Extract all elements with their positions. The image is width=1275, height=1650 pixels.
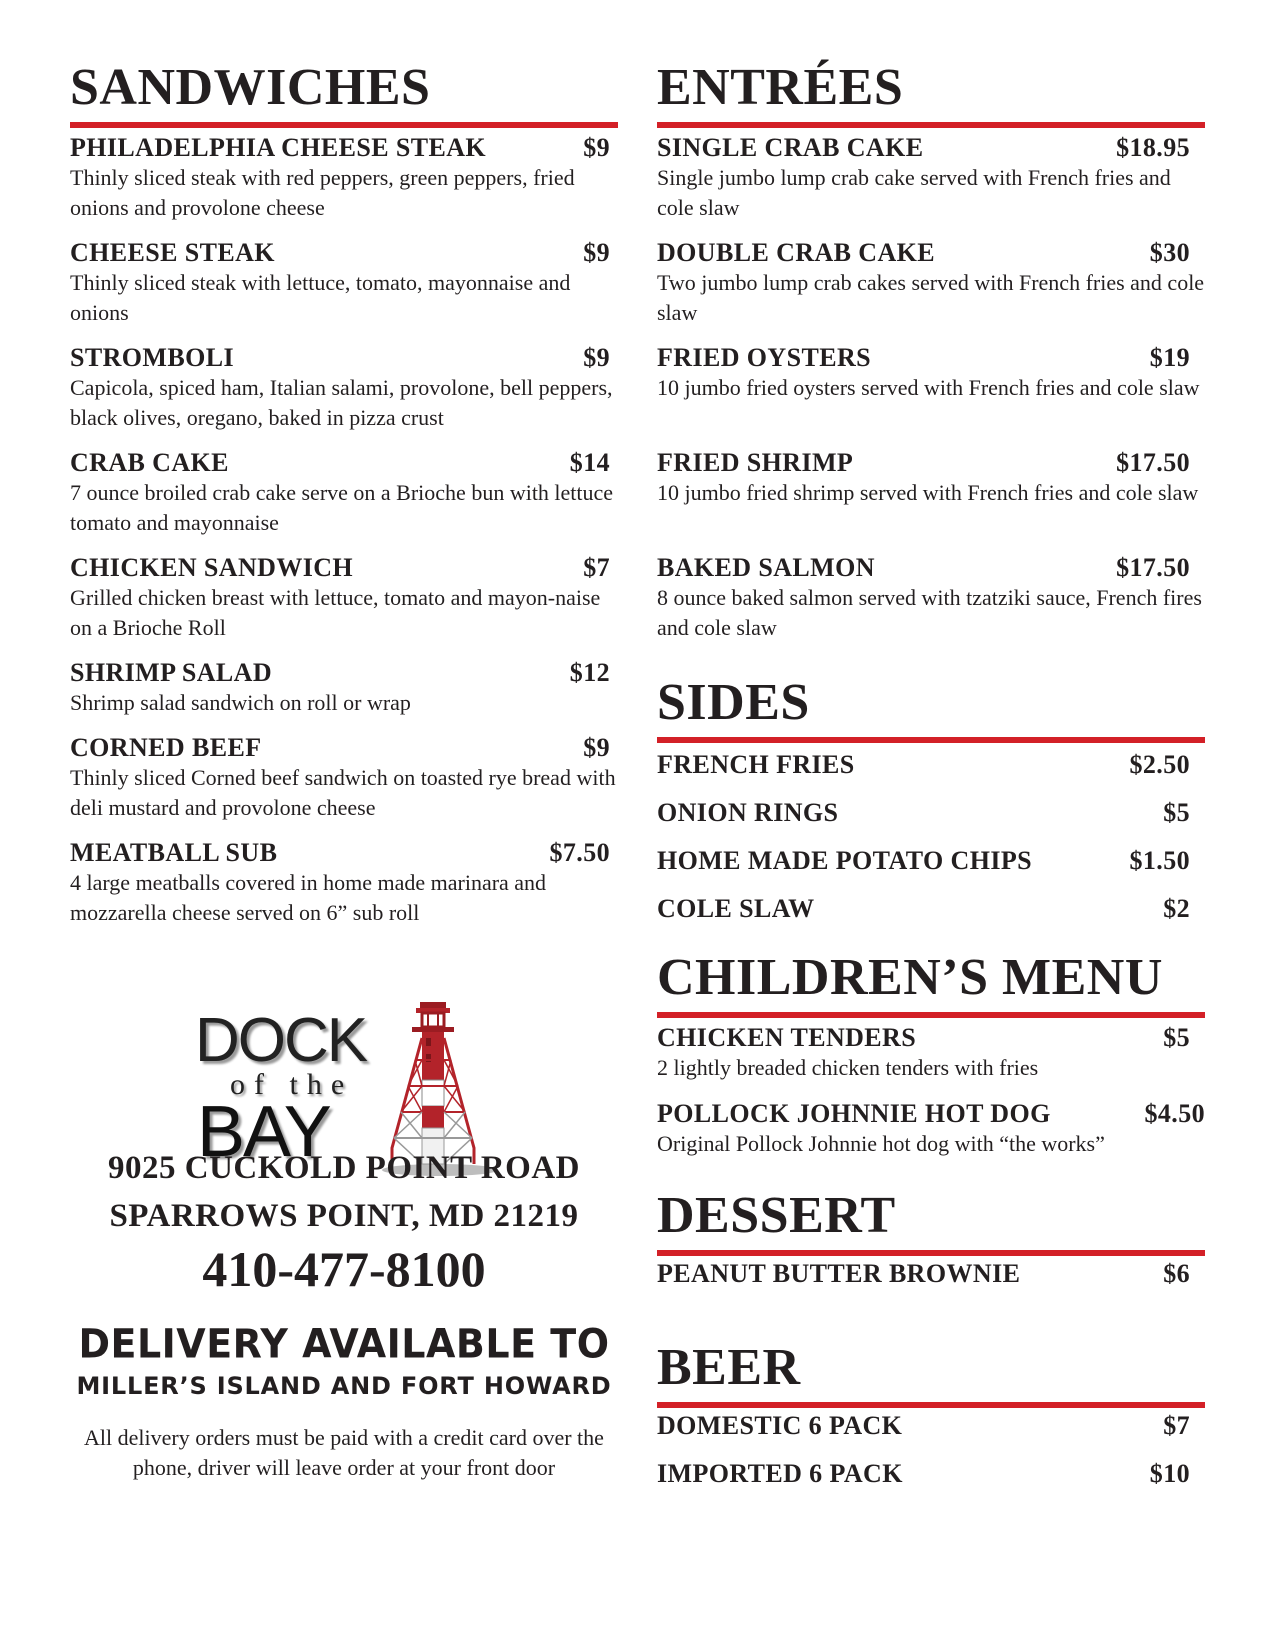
address-line-1: 9025 CUCKOLD POINT ROAD xyxy=(107,1150,580,1186)
menu-item xyxy=(70,133,618,223)
item-description: Capicola, spiced ham, Italian salami, provolone, bell peppers, black olives, oregano, baked in pizza crust xyxy=(70,375,613,430)
item-name: HOME MADE POTATO CHIPS xyxy=(657,846,1032,875)
item-price: $9 xyxy=(583,133,610,162)
item-price: $17.50 xyxy=(1116,553,1190,582)
menu-item xyxy=(70,658,618,718)
item-name: CHICKEN SANDWICH xyxy=(70,553,354,582)
item-price: $5 xyxy=(1163,798,1190,827)
item-name: PHILADELPHIA CHEESE STEAK xyxy=(70,133,486,162)
item-name: POLLOCK JOHNNIE HOT DOG xyxy=(657,1099,1051,1128)
menu-item xyxy=(657,238,1205,328)
item-description: Thinly sliced Corned beef sandwich on toasted rye bread with deli mustard and provolone cheese xyxy=(70,765,616,820)
menu-item xyxy=(70,448,618,538)
menu-item xyxy=(657,798,1205,828)
beer-section xyxy=(657,1339,1205,1408)
menu-item xyxy=(657,1259,1205,1289)
item-description: Original Pollock Johnnie hot dog with “the works” xyxy=(657,1131,1105,1156)
menu-item xyxy=(657,343,1205,403)
menu-item xyxy=(657,553,1205,643)
menu-item xyxy=(657,846,1205,876)
item-name: COLE SLAW xyxy=(657,894,815,923)
item-price: $7 xyxy=(583,553,610,582)
menu-item xyxy=(70,238,618,328)
item-name: IMPORTED 6 PACK xyxy=(657,1459,903,1488)
item-name: CHICKEN TENDERS xyxy=(657,1023,917,1052)
menu-item xyxy=(70,838,618,928)
menu-item xyxy=(70,733,618,823)
section-divider xyxy=(657,122,1205,128)
item-name: ONION RINGS xyxy=(657,798,839,827)
item-description: Shrimp salad sandwich on roll or wrap xyxy=(70,690,411,715)
section-title-sides: SIDES xyxy=(657,674,810,731)
sides-section xyxy=(657,674,1205,743)
menu-item xyxy=(657,1459,1205,1489)
item-price: $12 xyxy=(569,658,610,687)
item-description: Thinly sliced steak with lettuce, tomato, mayonnaise and onions xyxy=(70,270,571,325)
menu-item xyxy=(657,750,1205,780)
sandwiches-section xyxy=(70,59,618,128)
section-divider xyxy=(657,1012,1205,1018)
delivery-note: All delivery orders must be paid with a credit card over the phone, driver will leave order at your front door xyxy=(84,1425,604,1480)
menu-item xyxy=(657,894,1205,924)
item-description: Single jumbo lump crab cake served with French fries and cole slaw xyxy=(657,165,1171,220)
item-price: $2.50 xyxy=(1129,750,1190,779)
item-name: MEATBALL SUB xyxy=(70,838,278,867)
menu-item xyxy=(70,553,618,643)
item-description: Two jumbo lump crab cakes served with French fries and cole slaw xyxy=(657,270,1205,325)
item-price: $19 xyxy=(1149,343,1190,372)
delivery-areas: MILLER’S ISLAND AND FORT HOWARD xyxy=(76,1372,612,1400)
item-name: SHRIMP SALAD xyxy=(70,658,272,687)
item-name: FRIED SHRIMP xyxy=(657,448,854,477)
item-name: FRENCH FRIES xyxy=(657,750,855,779)
item-description: 4 large meatballs covered in home made marinara and mozzarella cheese served on 6” sub roll xyxy=(70,870,547,925)
item-price: $14 xyxy=(569,448,610,477)
dessert-section xyxy=(657,1187,1205,1256)
item-price: $5 xyxy=(1163,1023,1190,1052)
address-line-2: SPARROWS POINT, MD 21219 xyxy=(109,1198,579,1234)
menu-item xyxy=(657,1099,1205,1159)
item-name: CORNED BEEF xyxy=(70,733,262,762)
item-price: $4.50 xyxy=(1144,1099,1205,1128)
item-price: $1.50 xyxy=(1129,846,1190,875)
item-price: $6 xyxy=(1163,1259,1190,1288)
item-price: $17.50 xyxy=(1116,448,1190,477)
item-price: $9 xyxy=(583,343,610,372)
section-title-beer: BEER xyxy=(657,1339,801,1396)
item-price: $7.50 xyxy=(549,838,610,867)
item-description: 8 ounce baked salmon served with tzatziki sauce, French fires and cole slaw xyxy=(657,585,1202,640)
item-price: $10 xyxy=(1149,1459,1190,1488)
item-price: $18.95 xyxy=(1116,133,1190,162)
item-price: $2 xyxy=(1163,894,1190,923)
entrees-section xyxy=(657,59,1205,128)
section-divider xyxy=(657,737,1205,743)
item-price: $30 xyxy=(1149,238,1190,267)
menu-item xyxy=(657,133,1205,223)
item-description: 10 jumbo fried shrimp served with French fries and cole slaw xyxy=(657,480,1199,505)
item-name: CRAB CAKE xyxy=(70,448,229,477)
menu-item xyxy=(657,1023,1205,1083)
item-description: 10 jumbo fried oysters served with French fries and cole slaw xyxy=(657,375,1200,400)
section-title-childrens-menu: CHILDREN’S MENU xyxy=(657,949,1163,1006)
section-divider xyxy=(657,1402,1205,1408)
logo-text-dock: DOCK xyxy=(195,1006,367,1075)
item-name: SINGLE CRAB CAKE xyxy=(657,133,924,162)
phone-number: 410-477-8100 xyxy=(202,1241,486,1297)
item-name: DOMESTIC 6 PACK xyxy=(657,1411,903,1440)
section-divider xyxy=(70,122,618,128)
section-title-dessert: DESSERT xyxy=(657,1187,896,1244)
section-title-sandwiches: SANDWICHES xyxy=(70,59,431,116)
item-description: Thinly sliced steak with red peppers, green peppers, fried onions and provolone cheese xyxy=(70,165,575,220)
item-name: FRIED OYSTERS xyxy=(657,343,871,372)
item-price: $7 xyxy=(1163,1411,1190,1440)
item-name: PEANUT BUTTER BROWNIE xyxy=(657,1259,1021,1288)
section-divider xyxy=(657,1250,1205,1256)
delivery-heading: DELIVERY AVAILABLE TO xyxy=(78,1320,610,1368)
item-price: $9 xyxy=(583,238,610,267)
section-title-entrees: ENTRÉES xyxy=(657,59,904,116)
item-name: DOUBLE CRAB CAKE xyxy=(657,238,935,267)
logo-text-bay: BAY xyxy=(197,1092,330,1172)
item-name: STROMBOLI xyxy=(70,343,234,372)
menu-item xyxy=(657,448,1205,508)
menu-item xyxy=(70,343,618,433)
menu-item xyxy=(657,1411,1205,1441)
logo-text-of-the: of the xyxy=(230,1068,354,1101)
childrens-menu-section xyxy=(657,949,1205,1018)
item-description: 2 lightly breaded chicken tenders with fries xyxy=(657,1055,1039,1080)
item-price: $9 xyxy=(583,733,610,762)
item-description: 7 ounce broiled crab cake serve on a Brioche bun with lettuce tomato and mayonnaise xyxy=(70,480,614,535)
item-name: BAKED SALMON xyxy=(657,553,875,582)
item-description: Grilled chicken breast with lettuce, tomato and mayon-naise on a Brioche Roll xyxy=(70,585,601,640)
item-name: CHEESE STEAK xyxy=(70,238,275,267)
